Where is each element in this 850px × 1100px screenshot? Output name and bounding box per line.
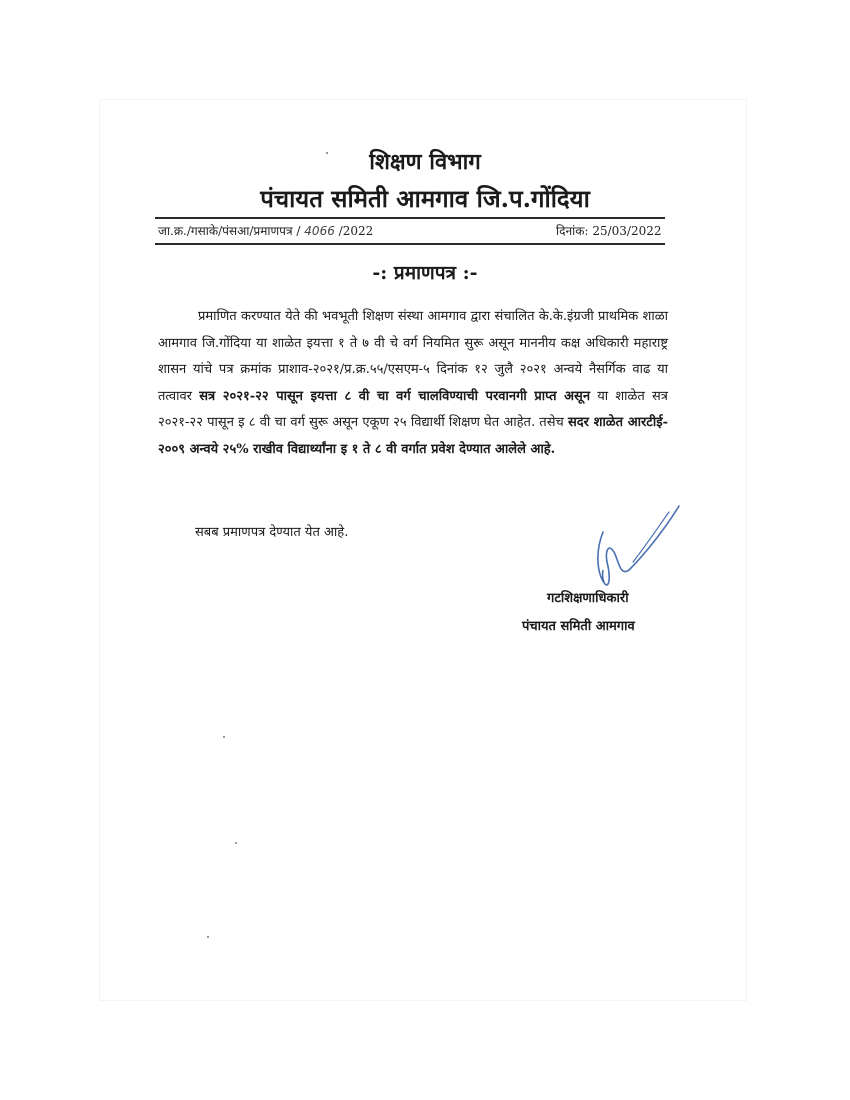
- closing-line: सबब प्रमाणपत्र देण्यात येत आहे.: [195, 525, 349, 540]
- reference-prefix: जा.क्र./गसाके/पंसआ/प्रमाणपत्र /: [158, 224, 301, 238]
- body-bold-1: सत्र २०२१-२२ पासून इयत्ता ८ वी चा वर्ग चालविण्याची परवानगी प्राप्त असून: [199, 388, 591, 404]
- body-text-1: प्रमाणित करण्यात येते की भवभूती शिक्षण संस्था आमगाव द्वारा संचालित के.के.इंग्रजी प्राथमिक शाळा आमगाव जि.गोंदिया या शाळेत इयत्ता १ ते ७ वी चे वर्ग नियमित सुरू असून माननीय कक्ष अधिकारी महाराष्ट्र शासन यांचे पत्र क्रमांक प्राशाव-२०२१/प्र.क्र.५५/एसएम-५ दिनांक १२ जुलै २०२१ अन्वये नैसर्गिक वाढ या तत्वावर: [158, 309, 668, 404]
- header-rule-bottom: [155, 243, 665, 245]
- certificate-heading: -: प्रमाणपत्र :-: [372, 262, 478, 284]
- department-title: शिक्षण विभाग: [369, 149, 481, 175]
- scan-speck: [223, 736, 225, 738]
- reference-number: [158, 222, 373, 239]
- signatory-designation: गटशिक्षणाधिकारी: [547, 591, 629, 606]
- office-title: पंचायत समिती आमगाव जि.प.गोंदिया: [260, 184, 590, 213]
- certificate-body: [158, 304, 668, 463]
- scan-speck: [207, 936, 209, 938]
- reference-handwritten-number: 4066: [304, 224, 335, 238]
- body-text-2: या शाळेत सत्र २०२१-२२ पासून इ ८ वी चा वर्ग सुरू असून एकूण २५ विद्यार्थी शिक्षण घेत आहेत. तसेच: [158, 388, 668, 430]
- reference-suffix: /2022: [338, 224, 374, 238]
- issue-date: दिनांक: 25/03/2022: [556, 224, 662, 238]
- signature-icon: [585, 492, 685, 592]
- header-rule-top: [155, 217, 665, 219]
- scan-speck: [235, 842, 237, 844]
- scan-speck: [326, 152, 328, 154]
- body-bold-2: सदर शाळेत आरटीई- २००९ अन्वये २५% राखीव विद्यार्थ्यांना इ १ ते ८ वी वर्गात प्रवेश देण्यात आलेले आहे.: [158, 415, 669, 457]
- signatory-office: पंचायत समिती आमगाव: [522, 619, 635, 634]
